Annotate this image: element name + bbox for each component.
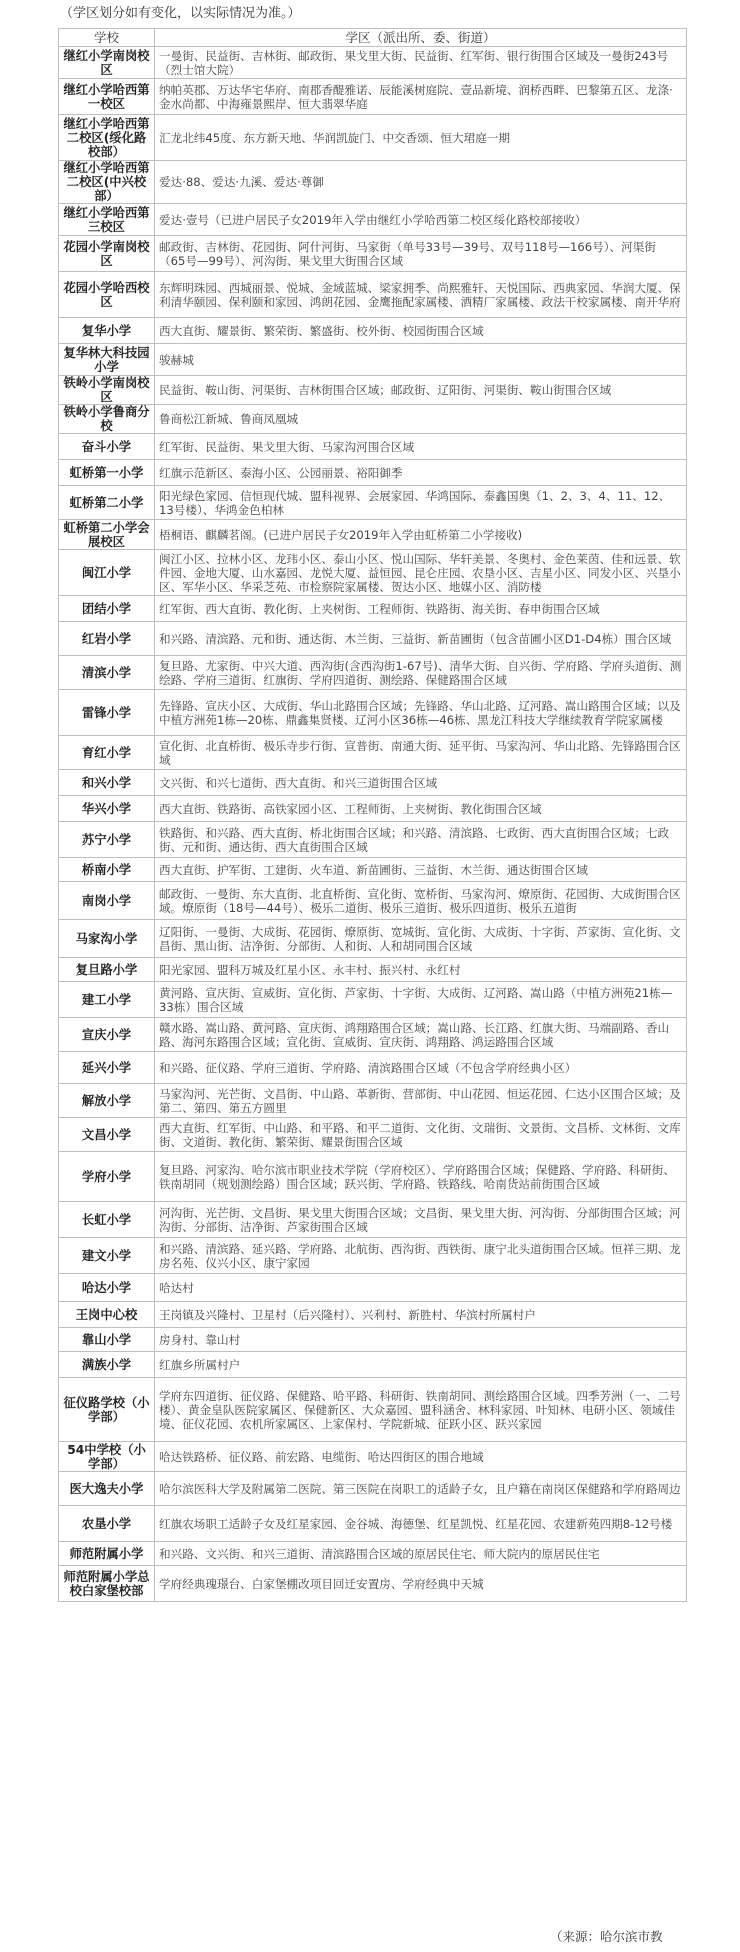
table-row (59, 1018, 687, 1052)
district-cell: 复旦路、河家沟、哈尔滨市职业技术学院（学府校区）、学府路围合区域；保健路、学府路、科研街、铁南胡同（规划测绘路）围合区域；跃兴街、学府路、铁路线、哈南货站前街围合区域 (155, 1152, 687, 1202)
district-cell: 和兴路、清滨路、元和街、通达街、木兰街、三益街、新苗圃街（包含苗圃小区D1-D4栋）围合区域 (155, 622, 687, 656)
table-row (59, 1442, 687, 1472)
school-name-cell: 华兴小学 (59, 796, 155, 822)
school-name-cell: 靠山小学 (59, 1328, 155, 1352)
table-row (59, 318, 687, 344)
table-row (59, 1378, 687, 1442)
table-row (59, 344, 687, 376)
source-text: （来源：哈尔滨市教 (550, 1929, 663, 1944)
district-cell: 宣化街、北直桥街、极乐寺步行街、宣普街、南通大街、延平街、马家沟河、华山北路、先锋路围合区域 (155, 736, 687, 770)
school-name-cell: 宣庆小学 (59, 1018, 155, 1052)
district-cell: 爱达·88、爱达·九溪、爱达·尊御 (155, 161, 687, 204)
school-name-cell: 花园小学哈西校区 (59, 272, 155, 318)
district-cell: 纳帕英郡、万达华宅华府、南郡香醍雅诺、辰能溪树庭院、壹品新境、润桥西畔、巴黎第五区、龙涤·金水尚都、中海雍景熙岸、恒大翡翠华庭 (155, 79, 687, 115)
school-name-cell: 铁岭小学鲁商分校 (59, 405, 155, 434)
table-row (59, 1274, 687, 1302)
table-row (59, 1084, 687, 1118)
school-name-cell: 团结小学 (59, 596, 155, 622)
table-row (59, 622, 687, 656)
district-cell: 河沟街、光芒街、文昌街、果戈里大街围合区域；文昌街、果戈里大街、河沟街、分部街围合区域；河沟街、分部街、洁净街、芦家街围合区域 (155, 1202, 687, 1238)
district-cell: 和兴路、清滨路、延兴路、学府路、北航街、西沟街、西铁街、康宁北头道街围合区域。恒祥三期、龙房名苑、仪兴小区、康宁家园 (155, 1238, 687, 1274)
district-cell: 东辉明珠园、西城丽景、悦城、金域蓝城、梁家拥季、尚熙雅轩、天悦国际、西典家园、华润大厦、保利清华颐园、保利颐和家园、鸿朗花园、金鹰拖配家属楼、酒精厂家属楼、政法干校家属楼、南开华府 (155, 272, 687, 318)
school-name-cell: 复旦路小学 (59, 958, 155, 982)
district-cell: 哈达铁路桥、征仪路、前宏路、电缆街、哈达四街区的围合地域 (155, 1442, 687, 1472)
school-name-cell: 征仪路学校（小学部） (59, 1378, 155, 1442)
table-row (59, 982, 687, 1018)
district-cell: 先锋路、宣庆小区、大成街、华山北路围合区域；先锋路、华山北路、辽河路、嵩山路围合区域；以及中植方洲苑1栋—20栋、鼎鑫集贤楼、辽河小区36栋—46栋、黑龙江科技大学继续教育学院家属楼 (155, 690, 687, 736)
table-row (59, 1506, 687, 1542)
table-row (59, 1352, 687, 1378)
school-name-cell: 和兴小学 (59, 770, 155, 796)
district-cell: 赣水路、嵩山路、黄河路、宣庆街、鸿翔路围合区域；嵩山路、长江路、红旗大街、马端副路、香山路、海河东路围合区域；宣化街、宣威街、宣庆街、鸿翔路、鸿运路围合区域 (155, 1018, 687, 1052)
district-cell: 西大直街、耀景街、繁荣街、繁盛街、校外街、校园街围合区域 (155, 318, 687, 344)
district-cell: 红旗乡所属村户 (155, 1352, 687, 1378)
district-cell: 红军街、西大直街、教化街、上夹树街、工程师街、铁路街、海关街、春申街围合区域 (155, 596, 687, 622)
school-name-cell: 文昌小学 (59, 1118, 155, 1152)
district-cell: 哈尔滨医科大学及附属第二医院、第三医院在岗职工的适龄子女，且户籍在南岗区保健路和学府路周边 (155, 1472, 687, 1506)
table-row (59, 1202, 687, 1238)
table-row (59, 236, 687, 272)
table-row (59, 1238, 687, 1274)
table-row (59, 920, 687, 958)
district-cell: 阳光家园、盟科万城及红星小区、永丰村、振兴村、永红村 (155, 958, 687, 982)
district-cell: 黄河路、宣庆街、宣威街、宣化街、芦家街、十字街、大成街、辽河路、嵩山路（中植方洲苑21栋—33栋）围合区域 (155, 982, 687, 1018)
table-row (59, 822, 687, 858)
table-row (59, 47, 687, 79)
table-row (59, 1472, 687, 1506)
table-row (59, 656, 687, 690)
table-row (59, 434, 687, 460)
school-name-cell: 育红小学 (59, 736, 155, 770)
district-cell: 闽江小区、拉林小区、龙玮小区、泰山小区、悦山国际、华轩美景、冬奥村、金色莱茵、佳和远景、软件园、金地大厦、山水嘉园、龙悦大厦、益恒园、昆仑庄园、农垦小区、吉星小区、同发小区、兴垦小区、军华小区、华采芝苑、市检察院家属楼、贺达小区、地媒小区、消防楼 (155, 550, 687, 596)
school-name-cell: 建工小学 (59, 982, 155, 1018)
school-name-cell: 复华林大科技园小学 (59, 344, 155, 376)
table-row (59, 486, 687, 520)
school-name-cell: 马家沟小学 (59, 920, 155, 958)
district-cell: 房身村、靠山村 (155, 1328, 687, 1352)
table-row (59, 272, 687, 318)
school-name-cell: 桥南小学 (59, 858, 155, 882)
school-name-cell: 延兴小学 (59, 1052, 155, 1084)
district-cell: 红旗示范新区、泰海小区、公园丽景、裕阳御季 (155, 460, 687, 486)
header-district: 学区（派出所、委、街道） (155, 29, 687, 47)
table-row (59, 1328, 687, 1352)
district-cell: 学府经典瑰璟台、白家堡棚改项目回迁安置房、学府经典中天城 (155, 1566, 687, 1602)
district-cell: 辽阳街、一曼街、大成街、花园街、燎原街、宽城街、宣化街、大成街、十字街、芦家街、宣化街、文昌街、黑山街、洁净街、分部街、人和街、人和胡同围合区域 (155, 920, 687, 958)
school-name-cell: 铁岭小学南岗校区 (59, 376, 155, 405)
table-row (59, 405, 687, 434)
district-cell: 西大直街、铁路街、高铁家园小区、工程师街、上夹树街、教化街围合区域 (155, 796, 687, 822)
school-name-cell: 师范附属小学总校白家堡校部 (59, 1566, 155, 1602)
school-name-cell: 苏宁小学 (59, 822, 155, 858)
table-row (59, 858, 687, 882)
school-name-cell: 建文小学 (59, 1238, 155, 1274)
school-district-table (58, 28, 687, 1602)
district-cell: 西大直街、红军街、中山路、和平路、和平二道街、文化街、文瑞街、文景街、文昌桥、文林街、文库街、文道街、教化街、繁荣街、耀景街围合区域 (155, 1118, 687, 1152)
school-name-cell: 农垦小学 (59, 1506, 155, 1542)
school-name-cell: 师范附属小学 (59, 1542, 155, 1566)
table-row (59, 596, 687, 622)
school-name-cell: 医大逸夫小学 (59, 1472, 155, 1506)
district-cell: 和兴路、征仪路、学府三道街、学府路、清滨路围合区域（不包含学府经典小区） (155, 1052, 687, 1084)
district-cell: 学府东四道街、征仪路、保健路、哈平路、科研街、铁南胡同、测绘路围合区域。四季芳洲（一、二号楼）、黄金皇队医院家属区、保健新区、大众嘉园、盟科涵舍、林科家园、叶知林、电研小区、领域佳境、征仪花园、农机所家属区、上家保村、学院新城、征跃小区、跃兴家园 (155, 1378, 687, 1442)
school-name-cell: 花园小学南岗校区 (59, 236, 155, 272)
district-cell: 复旦路、尤家街、中兴大道、西沟街(含西沟街1-67号)、清华大街、自兴街、学府路、学府头道街、测绘路、学府三道街、红旗街、学府四道街、测绘路、保健路围合区域 (155, 656, 687, 690)
district-cell: 骏赫城 (155, 344, 687, 376)
header-school: 学校 (59, 29, 155, 47)
district-cell: 鲁商松江新城、鲁商凤凰城 (155, 405, 687, 434)
school-name-cell: 复华小学 (59, 318, 155, 344)
table-row (59, 376, 687, 405)
table-row (59, 1566, 687, 1602)
table-row (59, 161, 687, 204)
table-row (59, 958, 687, 982)
table-row (59, 115, 687, 161)
district-cell: 一曼街、民益街、吉林街、邮政街、果戈里大街、民益街、红军街、银行街围合区域及一曼街243号（烈士馆大院） (155, 47, 687, 79)
table-row (59, 550, 687, 596)
district-cell: 爱达·壹号（已进户居民子女2019年入学由继红小学哈西第二校区绥化路校部接收） (155, 204, 687, 236)
district-cell: 文兴街、和兴七道街、西大直街、和兴三道街围合区域 (155, 770, 687, 796)
school-name-cell: 满族小学 (59, 1352, 155, 1378)
district-cell: 红军街、民益街、果戈里大街、马家沟河围合区域 (155, 434, 687, 460)
table-row (59, 204, 687, 236)
table-row (59, 690, 687, 736)
school-name-cell: 闽江小学 (59, 550, 155, 596)
district-cell: 铁路街、和兴路、西大直街、桥北街围合区域；和兴路、清滨路、七政街、西大直街围合区域；七政街、元和街、通达街、西大直街围合区域 (155, 822, 687, 858)
table-row (59, 1542, 687, 1566)
district-cell: 哈达村 (155, 1274, 687, 1302)
table-row (59, 1152, 687, 1202)
school-name-cell: 虹桥第一小学 (59, 460, 155, 486)
table-row (59, 770, 687, 796)
table-row (59, 1118, 687, 1152)
school-name-cell: 54中学校（小学部） (59, 1442, 155, 1472)
school-name-cell: 红岩小学 (59, 622, 155, 656)
table-row (59, 79, 687, 115)
table-row (59, 520, 687, 550)
district-cell: 王岗镇及兴隆村、卫星村（后兴隆村）、兴利村、新胜村、华滨村所属村户 (155, 1302, 687, 1328)
school-name-cell: 虹桥第二小学会展校区 (59, 520, 155, 550)
school-name-cell: 王岗中心校 (59, 1302, 155, 1328)
table-row (59, 796, 687, 822)
table-row (59, 736, 687, 770)
school-name-cell: 继红小学哈西第三校区 (59, 204, 155, 236)
school-name-cell: 解放小学 (59, 1084, 155, 1118)
school-name-cell: 南岗小学 (59, 882, 155, 920)
school-name-cell: 长虹小学 (59, 1202, 155, 1238)
school-name-cell: 哈达小学 (59, 1274, 155, 1302)
table-header-row (59, 29, 687, 47)
school-name-cell: 雷锋小学 (59, 690, 155, 736)
table-row (59, 460, 687, 486)
district-cell: 和兴路、文兴街、和兴三道街、清滨路围合区域的原居民住宅、师大院内的原居民住宅 (155, 1542, 687, 1566)
school-name-cell: 继红小学哈西第二校区(绥化路校部） (59, 115, 155, 161)
district-cell: 马家沟河、光芒街、文昌街、中山路、革新街、营部街、中山花园、恒运花园、仁达小区围合区域；及第二、第四、第五方圆里 (155, 1084, 687, 1118)
school-name-cell: 奋斗小学 (59, 434, 155, 460)
table-row (59, 882, 687, 920)
school-name-cell: 学府小学 (59, 1152, 155, 1202)
district-cell: 梧桐语、麒麟茗阁。(已进户居民子女2019年入学由虹桥第二小学接收) (155, 520, 687, 550)
table-row (59, 1302, 687, 1328)
table-row (59, 1052, 687, 1084)
school-name-cell: 虹桥第二小学 (59, 486, 155, 520)
note-text: （学区划分如有变化，以实际情况为准。） (60, 6, 301, 21)
district-cell: 民益街、鞍山街、河渠街、吉林街围合区域；邮政街、辽阳街、河渠街、鞍山街围合区域 (155, 376, 687, 405)
district-cell: 邮政街、吉林街、花园街、阿什河街、马家街（单号33号—39号、双号118号—166号）、河渠街（65号—99号）、河沟街、果戈里大街围合区域 (155, 236, 687, 272)
district-cell: 西大直街、护军街、工建街、火车道、新苗圃街、三益街、木兰街、通达街围合区域 (155, 858, 687, 882)
school-name-cell: 继红小学南岗校区 (59, 47, 155, 79)
district-cell: 阳光绿色家园、信恒现代城、盟科视界、会展家园、华鸿国际、泰鑫国奥（1、2、3、4、11、12、13号楼）、华鸿金色柏林 (155, 486, 687, 520)
school-name-cell: 清滨小学 (59, 656, 155, 690)
district-cell: 邮政街、一曼街、东大直街、北直桥街、宣化街、宽桥街、马家沟河、燎原街、花园街、大成街围合区域。燎原街（18号—44号）、极乐二道街、极乐三道街、极乐四道街、极乐五道街 (155, 882, 687, 920)
school-name-cell: 继红小学哈西第一校区 (59, 79, 155, 115)
school-name-cell: 继红小学哈西第二校区(中兴校部） (59, 161, 155, 204)
district-cell: 汇龙北纬45度、东方新天地、华润凯旋门、中交香颂、恒大珺庭一期 (155, 115, 687, 161)
district-cell: 红旗农场职工适龄子女及红星家园、金谷城、海德堡、红星凯悦、红星花园、农建新苑四期8-12号楼 (155, 1506, 687, 1542)
